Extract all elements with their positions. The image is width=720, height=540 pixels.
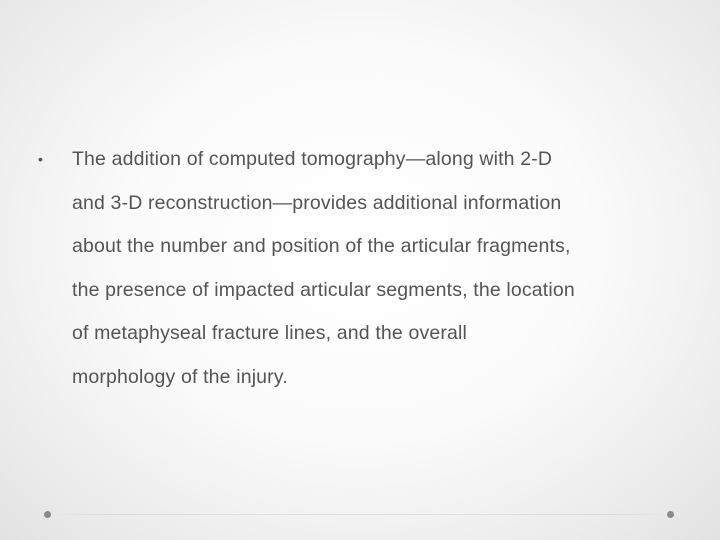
bullet-line: and 3-D reconstruction—provides additional information (72, 191, 562, 214)
right-dot-icon (667, 511, 674, 518)
bullet-line: The addition of computed tomography—along with 2-D (72, 148, 553, 170)
bullet-line: about the number and position of the articular fragments, (72, 235, 571, 257)
bullet-item (38, 138, 698, 399)
bullet-line: the presence of impacted articular segments, the location (72, 278, 575, 301)
bullet-marker-icon: • (38, 151, 43, 167)
footer-rule (48, 514, 672, 515)
bullet-line: morphology of the injury. (72, 365, 288, 388)
bullet-list (38, 138, 698, 399)
left-dot-icon (44, 511, 51, 518)
bullet-line: of metaphyseal fracture lines, and the overall (72, 322, 467, 344)
